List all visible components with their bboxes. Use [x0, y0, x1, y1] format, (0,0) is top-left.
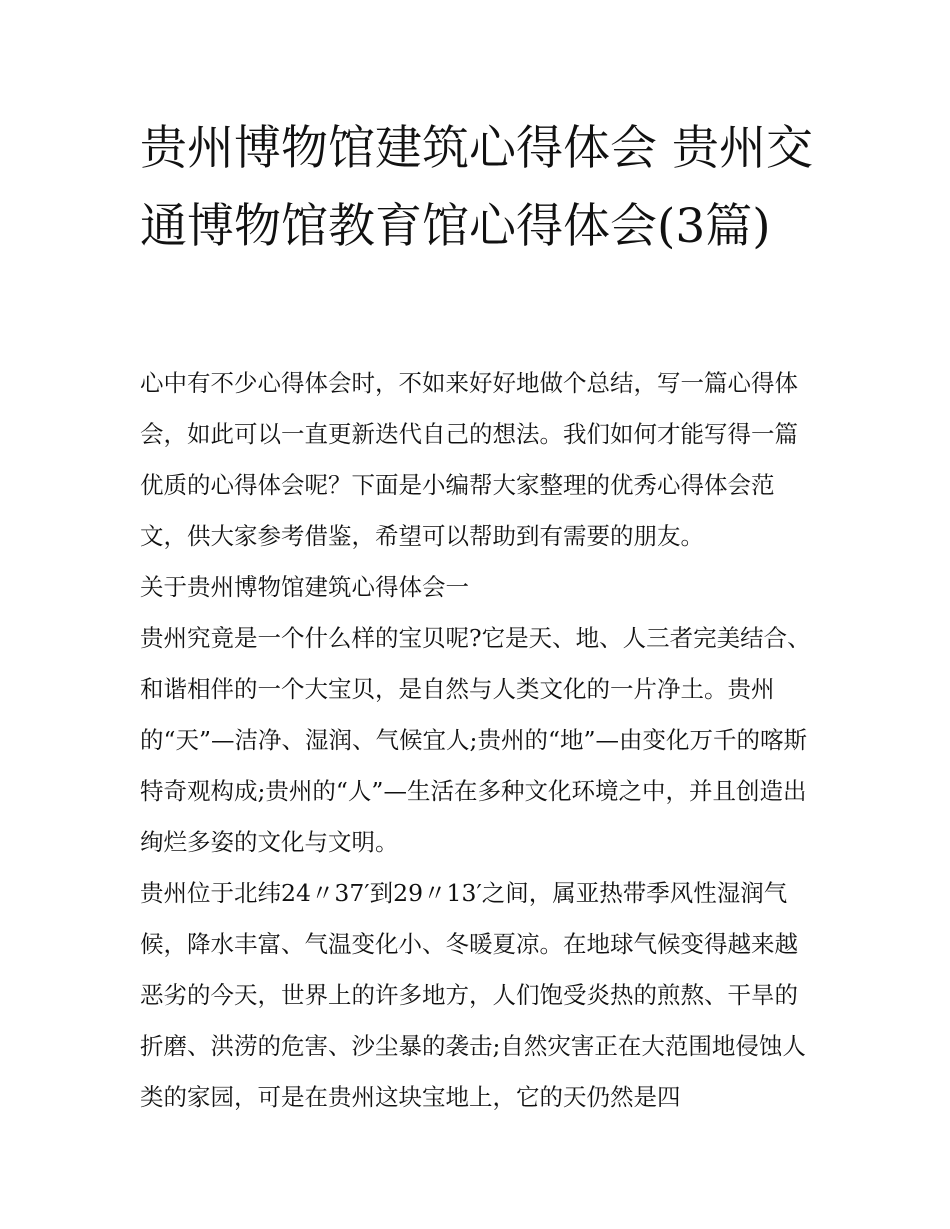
section-heading: 关于贵州博物馆建筑心得体会一	[140, 573, 469, 601]
body-paragraph-1: 贵州究竟是一个什么样的宝贝呢?它是天、地、人三者完美结合、和谐相伴的一个大宝贝，是自然与人类文化的一片净土。贵州的“天”—洁净、湿润、气候宜人;贵州的“地”—由变化万千的喀斯特奇观构成;贵州的“人”—生活在多种文化环境之中，并且创造出绚烂多姿的文化与文明。	[140, 624, 811, 856]
document-title: 贵州博物馆建筑心得体会 贵州交通博物馆教育馆心得体会(3篇)	[140, 121, 813, 254]
body-paragraph-2: 贵州位于北纬24〃37′到29〃13′之间，属亚热带季风性湿润气候，降水丰富、气温变化小、冬暖夏凉。在地球气候变得越来越恶劣的今天，世界上的许多地方，人们饱受炎热的煎熬、干旱的折磨、洪涝的危害、沙尘暴的袭击;自然灾害正在大范围地侵蚀人类的家园，可是在贵州这块宝地上，它的天仍然是四	[140, 879, 806, 1111]
document-body	[140, 358, 820, 1123]
intro-paragraph: 心中有不少心得体会时，不如来好好地做个总结，写一篇心得体会，如此可以一直更新迭代自己的想法。我们如何才能写得一篇优质的心得体会呢？下面是小编帮大家整理的优秀心得体会范文，供大家参考借鉴，希望可以帮助到有需要的朋友。	[140, 369, 798, 550]
